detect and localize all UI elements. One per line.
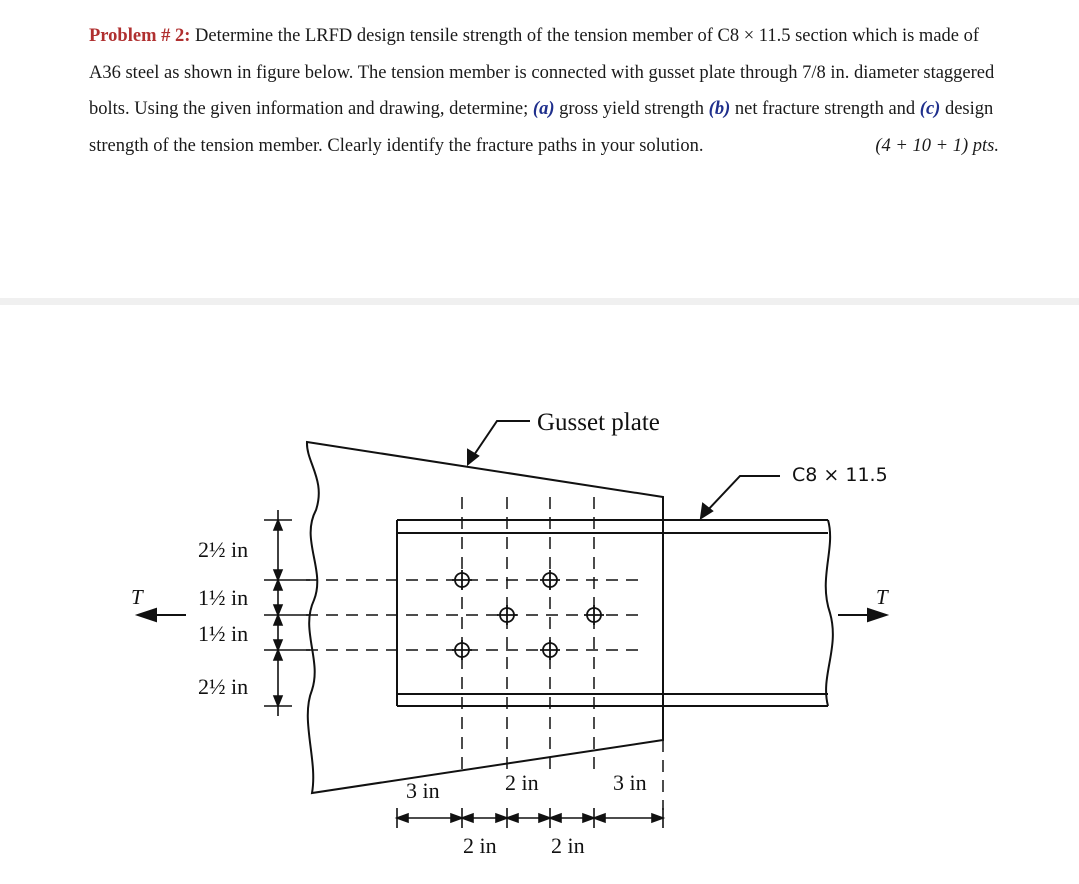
bolt <box>540 570 560 590</box>
pitch-label: 2 in <box>505 770 539 795</box>
right-force-arrowhead <box>868 609 886 621</box>
bolt <box>540 640 560 660</box>
end-distance-label: 3 in <box>406 778 440 803</box>
problem-text-3: net fracture strength and <box>730 99 920 119</box>
stagger-2-label: 2 in <box>551 833 585 858</box>
gusset-plate <box>307 442 663 793</box>
section-divider <box>0 298 1079 305</box>
problem-paragraph <box>89 18 999 164</box>
channel-section-label: C8 × 11.5 <box>792 464 888 486</box>
edge-distance-top-label: 2½ in <box>198 537 249 562</box>
part-b-label: (b) <box>708 99 731 119</box>
problem-statement <box>89 18 999 164</box>
points-label: (4 + 10 + 1) pts. <box>875 135 999 156</box>
gage-spacing-2-label: 1½ in <box>198 621 249 646</box>
dim-arrow <box>462 814 473 822</box>
dim-arrow <box>274 650 282 660</box>
part-a-label: (a) <box>532 99 555 119</box>
dim-arrow <box>274 520 282 530</box>
dim-arrow <box>274 580 282 590</box>
bolt <box>452 640 472 660</box>
problem-text-4: design strength of the tension member. Clearly identify the fracture paths in your solution. <box>89 99 994 156</box>
problem-heading: Problem # 2: <box>89 26 191 46</box>
gage-spacing-1-label: 1½ in <box>198 585 249 610</box>
dim-arrow <box>550 814 561 822</box>
problem-text-1: Determine the LRFD design tensile strength of the tension member of C8 × 11.5 section which is made of A36 steel as shown in figure below. The tension member is connected with gusset plate through 7/8 in. diameter staggered bolts. Using the given information and drawing, determine; <box>89 26 995 119</box>
left-force-arrowhead <box>138 609 156 621</box>
bolt <box>452 570 472 590</box>
dim-arrow <box>274 615 282 625</box>
dim-arrow <box>397 814 408 822</box>
part-c-label: (c) <box>919 99 941 119</box>
connection-drawing <box>0 305 1079 884</box>
dim-arrow <box>274 696 282 706</box>
stagger-1-label: 2 in <box>463 833 497 858</box>
channel-break-line <box>826 520 833 706</box>
gusset-leader <box>472 421 530 458</box>
bolt <box>497 605 517 625</box>
gusset-end-distance-label: 3 in <box>613 770 647 795</box>
channel-leader <box>706 476 780 512</box>
edge-distance-bottom-label: 2½ in <box>198 674 249 699</box>
dim-arrow <box>652 814 663 822</box>
connection-figure <box>0 305 1079 884</box>
dim-arrow <box>594 814 605 822</box>
problem-text-2: gross yield strength <box>554 99 709 119</box>
dim-arrow <box>507 814 518 822</box>
bolt <box>584 605 604 625</box>
tension-force-left-label: T <box>131 585 143 609</box>
tension-force-right-label: T <box>876 585 888 609</box>
gusset-plate-label: Gusset plate <box>537 409 660 436</box>
